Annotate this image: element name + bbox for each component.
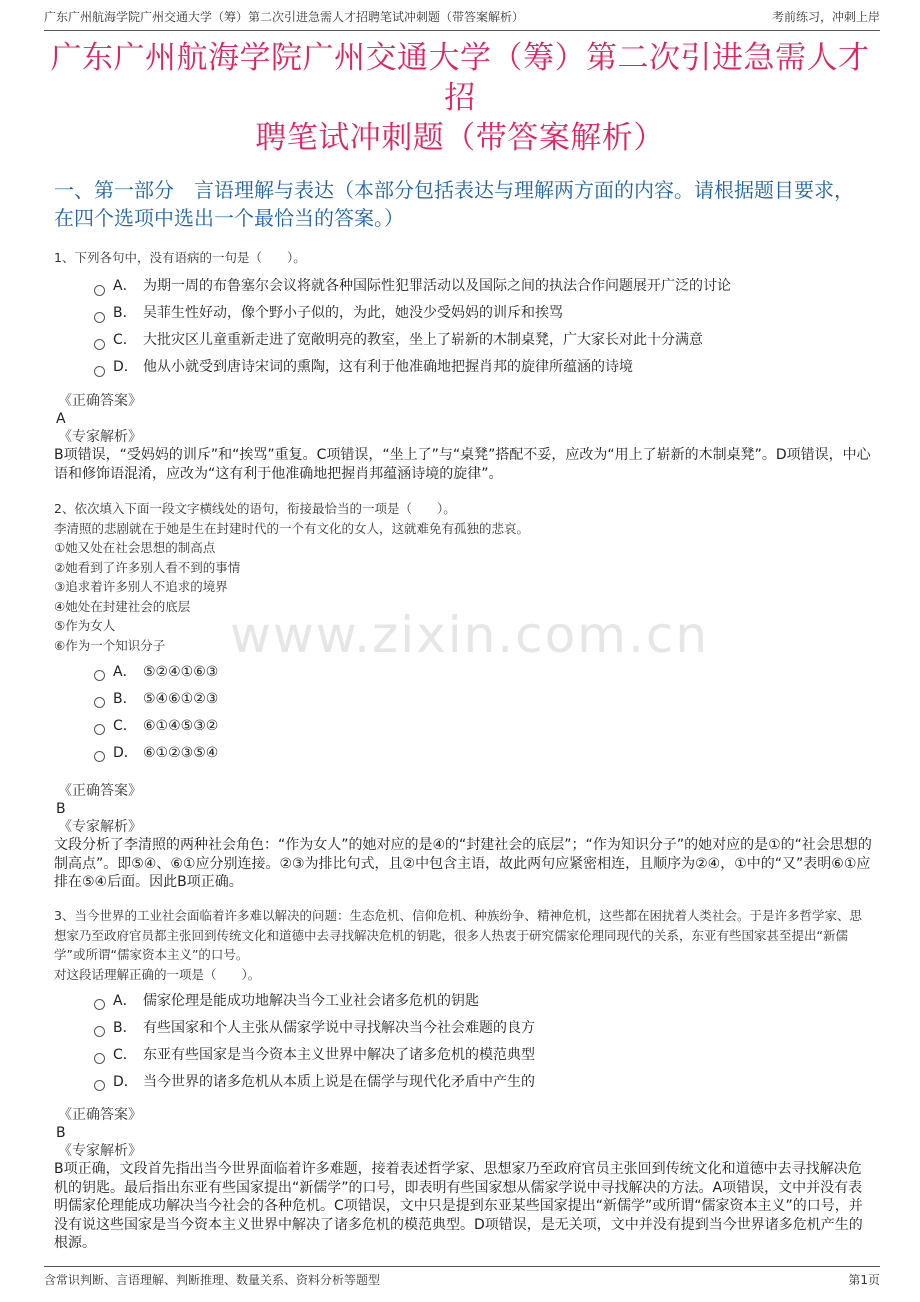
analysis-label: 《专家解析》: [58, 429, 142, 445]
option-list: [94, 988, 872, 1096]
analysis-label: 《专家解析》: [58, 819, 142, 835]
option-letter: A．: [113, 278, 137, 295]
question-1: [54, 248, 872, 382]
option-d[interactable]: [94, 355, 872, 382]
radio-icon[interactable]: [94, 1080, 105, 1091]
radio-icon[interactable]: [94, 670, 105, 681]
question-stem: 1、下列各句中，没有语病的一句是（ ）。: [54, 250, 306, 265]
passage-line: ⑥作为一个知识分子: [54, 637, 166, 653]
passage-line: ⑤作为女人: [54, 618, 116, 633]
option-letter: B．: [113, 690, 137, 707]
option-text: 当今世界的诸多危机从本质上说是在儒学与现代化矛盾中产生的: [143, 1073, 535, 1090]
radio-icon[interactable]: [94, 751, 105, 762]
answer-block-2: [54, 782, 872, 892]
option-d[interactable]: [94, 740, 872, 767]
question-stem: 3、当今世界的工业社会面临着许多难以解决的问题：生态危机、信仰危机、种族纷争、精神危机，这些都在困扰着人类社会。于是许多哲学家、思想家乃至政府官员都主张回到传统文化和道德中去寻找解决危机的钥匙，很多人热衷于研究儒家伦理同现代的关系，东亚有些国家甚至提出“新儒学”或所谓“儒家资本主义”的口号。: [54, 908, 862, 962]
answer-label: 《正确答案》: [58, 783, 142, 799]
option-text: 东亚有些国家是当今资本主义世界中解决了诸多危机的模范典型: [143, 1046, 535, 1063]
page-number: 第1页: [848, 1273, 880, 1287]
option-text: 吴菲生性好动，像个野小子似的，为此，她没少受妈妈的训斥和挨骂: [143, 305, 563, 322]
correct-answer: B: [56, 801, 66, 817]
option-text: 儒家伦理是能成功地解决当今工业社会诸多危机的钥匙: [143, 992, 479, 1009]
option-letter: D．: [113, 359, 138, 376]
option-a[interactable]: [94, 274, 872, 301]
option-list: [94, 274, 872, 382]
page-footer: [44, 1266, 880, 1288]
footer-topics: 含常识判断、言语理解、判断推理、数量关系、资料分析等题型: [44, 1273, 381, 1287]
answer-label: 《正确答案》: [58, 1107, 142, 1123]
option-letter: D．: [113, 1073, 138, 1090]
option-text: 大批灾区儿童重新走进了宽敞明亮的教室，坐上了崭新的木制桌凳，广大家长对此十分满意: [143, 332, 703, 349]
option-text: 为期一周的布鲁塞尔会议将就各种国际性犯罪活动以及国际之间的执法合作问题展开广泛的讨论: [143, 278, 731, 295]
correct-answer: B: [56, 1125, 66, 1141]
answer-label: 《正确答案》: [58, 393, 142, 409]
radio-icon[interactable]: [94, 366, 105, 377]
section-heading: 一、第一部分 言语理解与表达（本部分包括表达与理解两方面的内容。请根据题目要求，在四个选项中选出一个最恰当的答案。）: [54, 178, 854, 230]
option-letter: D．: [113, 744, 138, 761]
analysis-text: B项正确，文段首先指出当今世界面临着许多难题，接着表述哲学家、思想家乃至政府官员主张回到传统文化和道德中去寻找解决危机的钥匙。最后指出东亚有些国家提出“新儒学”的口号，即表明有些国家想从儒家学说中寻找解决的方法。A项错误，文中并没有表明儒家伦理能成功解决当今社会的各种危机。C项错误，文中只是提到东亚某些国家提出“新儒学”或所谓“儒家资本主义”的口号，并没有说这些国家是当今资本主义世界中解决了诸多危机的模范典型。D项错误，是无关项，文中并没有提到当今世界诸多危机产生的根源。: [54, 1161, 863, 1251]
option-text: ⑥①④⑤③②: [143, 717, 219, 734]
radio-icon[interactable]: [94, 999, 105, 1010]
option-letter: A．: [113, 992, 137, 1009]
passage-line: ②她看到了许多别人看不到的事情: [54, 559, 241, 575]
radio-icon[interactable]: [94, 285, 105, 296]
analysis-text: 文段分析了李清照的两种社会角色：“作为女人”的她对应的是④的“封建社会的底层”；“作为知识分子”的她对应的是①的“社会思想的制高点”。即⑤④、⑥①应分别连接。②③为排比句式，且②中包含主语，故此两句应紧密相连，且顺序为②④，①中的“又”表明⑥①应排在⑤④后面。因此B项正确。: [54, 837, 872, 890]
option-b[interactable]: [94, 301, 872, 328]
option-b[interactable]: [94, 686, 872, 713]
option-text: 有些国家和个人主张从儒家学说中寻找解决当今社会难题的良方: [143, 1019, 535, 1036]
title-line-2: 聘笔试冲刺题（带答案解析）: [255, 120, 665, 156]
title-line-1: 广东广州航海学院广州交通大学（筹）第二次引进急需人才招: [50, 40, 870, 116]
option-letter: B．: [113, 305, 137, 322]
watermark: www.zixin.com.cn: [230, 606, 710, 664]
radio-icon[interactable]: [94, 339, 105, 350]
option-c[interactable]: [94, 1042, 872, 1069]
answer-block-3: [54, 1106, 872, 1253]
question-stem: 2、依次填入下面一段文字横线处的语句，衔接最恰当的一项是（ ）。: [54, 501, 456, 516]
option-a[interactable]: [94, 988, 872, 1015]
option-text: 他从小就受到唐诗宋词的熏陶，这有利于他准确地把握肖邦的旋律所蕴涵的诗境: [143, 359, 633, 376]
radio-icon[interactable]: [94, 724, 105, 735]
document-title: [40, 38, 880, 158]
option-text: ⑤④⑥①②③: [143, 690, 219, 707]
radio-icon[interactable]: [94, 312, 105, 323]
option-letter: C．: [113, 332, 137, 349]
analysis-text: B项错误，“受妈妈的训斥”和“挨骂”重复。C项错误，“坐上了”与“桌凳”搭配不妥，应改为“用上了崭新的木制桌凳”。D项错误，中心语和修饰语混淆，应改为“这有利于他准确地把握肖邦蕴涵诗境的旋律”。: [54, 447, 871, 482]
option-c[interactable]: [94, 328, 872, 355]
option-d[interactable]: [94, 1069, 872, 1096]
header-slogan: 考前练习，冲刺上岸: [771, 10, 880, 24]
question-3: [54, 906, 872, 1096]
radio-icon[interactable]: [94, 1053, 105, 1064]
option-letter: C．: [113, 1046, 137, 1063]
passage-line: 对这段话理解正确的一项是（ ）。: [54, 966, 261, 982]
answer-block-1: [54, 392, 872, 483]
option-text: ⑤②④①⑥③: [143, 663, 219, 680]
correct-answer: A: [56, 411, 66, 427]
option-letter: B．: [113, 1019, 137, 1036]
question-2: [54, 499, 872, 767]
option-letter: A．: [113, 663, 137, 680]
running-header: [44, 8, 880, 31]
passage-line: ③追求着许多别人不追求的境界: [54, 579, 228, 594]
option-a[interactable]: [94, 659, 872, 686]
passage-line: 李清照的悲剧就在于她是生在封建时代的一个有文化的女人，这就难免有孤独的悲哀。: [54, 520, 530, 536]
option-list: [94, 659, 872, 767]
radio-icon[interactable]: [94, 1026, 105, 1037]
radio-icon[interactable]: [94, 697, 105, 708]
option-c[interactable]: [94, 713, 872, 740]
analysis-label: 《专家解析》: [58, 1143, 142, 1159]
option-b[interactable]: [94, 1015, 872, 1042]
passage-line: ①她又处在社会思想的制高点: [54, 540, 216, 555]
passage-line: ④她处在封建社会的底层: [54, 598, 191, 614]
option-letter: C．: [113, 717, 137, 734]
option-text: ⑥①②③⑤④: [143, 744, 219, 761]
header-document-name: 广东广州航海学院广州交通大学（筹）第二次引进急需人才招聘笔试冲刺题（带答案解析）: [44, 10, 525, 24]
